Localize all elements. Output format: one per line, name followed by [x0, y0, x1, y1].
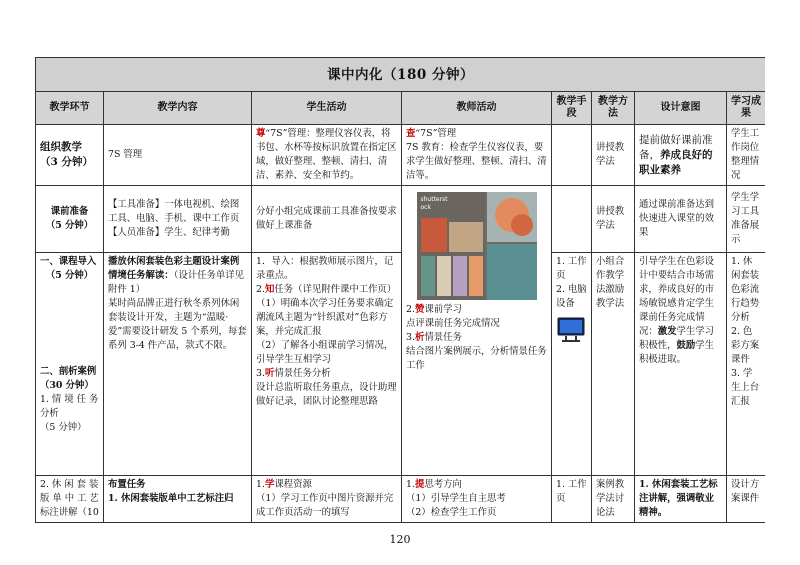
- cell-text: 2. 色彩方案课件: [731, 326, 760, 365]
- cell-text: 2.: [256, 284, 265, 295]
- teacher-cell: [402, 186, 552, 476]
- keyword: 尊: [256, 128, 266, 139]
- header-student: 学生活动: [252, 92, 402, 125]
- cell-text-bold: 鼓励: [676, 340, 696, 351]
- color-board-image: [417, 192, 537, 300]
- cell-text: （2）了解各小组课前学习情况，引导学生互相学习: [256, 340, 394, 365]
- keyword: 知: [264, 284, 275, 295]
- header-method: 教学方法: [592, 92, 635, 125]
- cell-text: 3.: [256, 368, 265, 379]
- means-cell: [552, 186, 592, 253]
- cell-text: 1.: [256, 479, 265, 490]
- cell-text: （1）明确本次学习任务要求确定潮流风主题为“针织派对”色彩方案，并完成汇报: [256, 298, 394, 337]
- cell-text: 【人员准备】学生、纪律考勤: [108, 227, 230, 238]
- cell-text: 7S 教育：检查学生仪容仪表，要求学生做好整理、整顿、清扫、清洁等。: [406, 142, 547, 181]
- content-title: 播放休闲套装色彩主题设计案例: [108, 256, 240, 267]
- content-cell: 7S 管理: [104, 125, 252, 186]
- cell-text: （1）引导学生自主思考: [406, 493, 506, 504]
- keyword: 学: [264, 479, 275, 490]
- cell-text: 某时尚品牌正进行秋冬系列休闲套装设计开发，主题为“温暖·爱”需要设计研发 5 个系列，每套系列 3-4 件产品，款式不限。: [108, 298, 247, 351]
- cell-text: 任务（详见附件课中工作页）: [274, 284, 397, 295]
- cell-text: 结合图片案例展示，分析情景任务工作: [406, 346, 547, 371]
- cell-text: 点评课前任务完成情况: [406, 318, 500, 329]
- monitor-icon: [556, 317, 586, 343]
- lesson-plan-table: [35, 57, 765, 523]
- cell-text-bold: 1. 休闲套装版单中工艺标注归: [108, 493, 234, 504]
- header-row: [36, 92, 766, 125]
- stage-name: 二、剖析案例: [40, 366, 97, 377]
- keyword: 查: [406, 128, 416, 139]
- intent-cell: 1. 休闲套装工艺标注讲解，强调敬业精神。: [635, 476, 727, 523]
- stage-cell: [36, 253, 104, 476]
- teacher-cell: [402, 476, 552, 523]
- outcome-cell: 设计方案课件: [727, 476, 766, 523]
- cell-text: 情景任务: [424, 332, 462, 343]
- cell-text: “7S”管理: [415, 128, 457, 139]
- table-title: 课中内化（180 分钟）: [36, 58, 766, 92]
- header-teacher: 教师活动: [402, 92, 552, 125]
- outcome-cell: [727, 253, 766, 476]
- header-stage: 教学环节: [36, 92, 104, 125]
- means-cell: 1. 工作页: [552, 476, 592, 523]
- cell-text: （设计任务单详见附件 1）: [108, 270, 244, 295]
- cell-text: 学生积极进取。: [639, 340, 715, 365]
- method-cell: 案例教学法讨论法: [592, 476, 635, 523]
- cell-text-bold: 激发: [657, 326, 677, 337]
- cell-text: 提前做好课前准备，: [639, 133, 713, 161]
- keyword: 听: [264, 368, 275, 379]
- teacher-cell: [402, 125, 552, 186]
- keyword: 赞: [414, 304, 425, 315]
- table-row: [36, 253, 766, 476]
- stage-name: 组织教学: [40, 141, 82, 153]
- means-cell: [552, 253, 592, 476]
- cell-text: 【工具准备】一体电视机、绘图工具、电脑、手机、课中工作页: [108, 199, 240, 224]
- cell-text: （1）学习工作页中图片资源并完成工作页活动一的填写: [256, 493, 394, 518]
- cell-text-bold: 情境任务解读：: [108, 270, 174, 281]
- stage-cell: [36, 125, 104, 186]
- cell-text-bold: 养成良好的职业素养: [639, 148, 713, 176]
- table-row: [36, 476, 766, 523]
- cell-text: 课程资源: [274, 479, 312, 490]
- intent-cell: [635, 125, 727, 186]
- cell-text: 3.: [406, 332, 415, 343]
- cell-text: 1. 工作页: [556, 256, 587, 281]
- stage-duration: （3 分钟）: [40, 156, 93, 168]
- means-cell: [552, 125, 592, 186]
- lesson-plan-sheet: [35, 57, 765, 527]
- cell-text: 情景任务分析: [274, 368, 331, 379]
- cell-text: 1.: [406, 479, 415, 490]
- student-cell: [252, 476, 402, 523]
- table-row: [36, 186, 766, 253]
- content-title: 布置任务: [108, 479, 146, 490]
- cell-text: 1．导入：根据教师展示图片，记录重点。: [256, 256, 394, 281]
- cell-text: （5 分钟）: [40, 422, 87, 433]
- intent-cell: [635, 253, 727, 476]
- stage-duration: （5 分钟）: [45, 270, 94, 281]
- header-outcome: 学习成果: [727, 92, 766, 125]
- intent-cell: 通过课前准备达到快速进入课堂的效果: [635, 186, 727, 253]
- cell-text: 设计总监听取任务重点，设计助理做好记录，团队讨论整理思路: [256, 382, 397, 407]
- page-number: 120: [389, 533, 411, 546]
- method-cell: 小组合作教学法激励教学法: [592, 253, 635, 476]
- student-cell: [252, 125, 402, 186]
- content-cell: [104, 186, 252, 253]
- cell-text: （2）检查学生工作页: [406, 507, 497, 518]
- student-cell: [252, 253, 402, 476]
- outcome-cell: 学生工作岗位整理情况: [727, 125, 766, 186]
- cell-text: 3. 学生上台汇报: [731, 368, 760, 407]
- cell-text: 2.: [406, 304, 415, 315]
- stage-cell: 2. 休 闲 套 装 版 单 中 工 艺 标注讲解（10: [36, 476, 104, 523]
- content-cell: [104, 253, 252, 476]
- content-cell: [104, 476, 252, 523]
- stage-name: 一、课程导入: [40, 256, 97, 267]
- cell-text: 1. 休闲套装色彩流行趋势分析: [731, 256, 760, 323]
- header-means: 教学手段: [552, 92, 592, 125]
- outcome-cell: 学生学习工具准备展示: [727, 186, 766, 253]
- cell-text: 1. 情 境 任 务 分析: [40, 394, 99, 419]
- cell-text: 学生学习积极性，: [639, 326, 715, 351]
- cell-text: 思考方向: [424, 479, 462, 490]
- header-intent: 设计意图: [635, 92, 727, 125]
- cell-text: “7S”管理：整理仪容仪表，将书包、水杯等按标识放置在指定区域，做好整理、整顿、清扫、清洁、素养、安全和节约。: [256, 128, 397, 181]
- stage-duration: （30 分钟）: [40, 380, 94, 391]
- stage-cell: [36, 186, 104, 253]
- stage-name: 课前准备: [50, 206, 89, 217]
- cell-text: 引导学生在色彩设计中要结合市场需求，养成良好的市场敏锐感肯定学生课前任务完成情况：: [639, 256, 715, 337]
- method-cell: 讲授教学法: [592, 125, 635, 186]
- header-content: 教学内容: [104, 92, 252, 125]
- method-cell: 讲授教学法: [592, 186, 635, 253]
- keyword: 提: [414, 479, 425, 490]
- student-cell: 分好小组完成课前工具准备按要求做好上课准备: [252, 186, 402, 253]
- stage-duration: （5 分钟）: [45, 220, 94, 231]
- cell-text: 课前学习: [424, 304, 462, 315]
- keyword: 析: [414, 332, 425, 343]
- table-row: [36, 125, 766, 186]
- cell-text: 2. 电脑设备: [556, 284, 587, 309]
- image-brand-text: shutterstock: [420, 196, 448, 211]
